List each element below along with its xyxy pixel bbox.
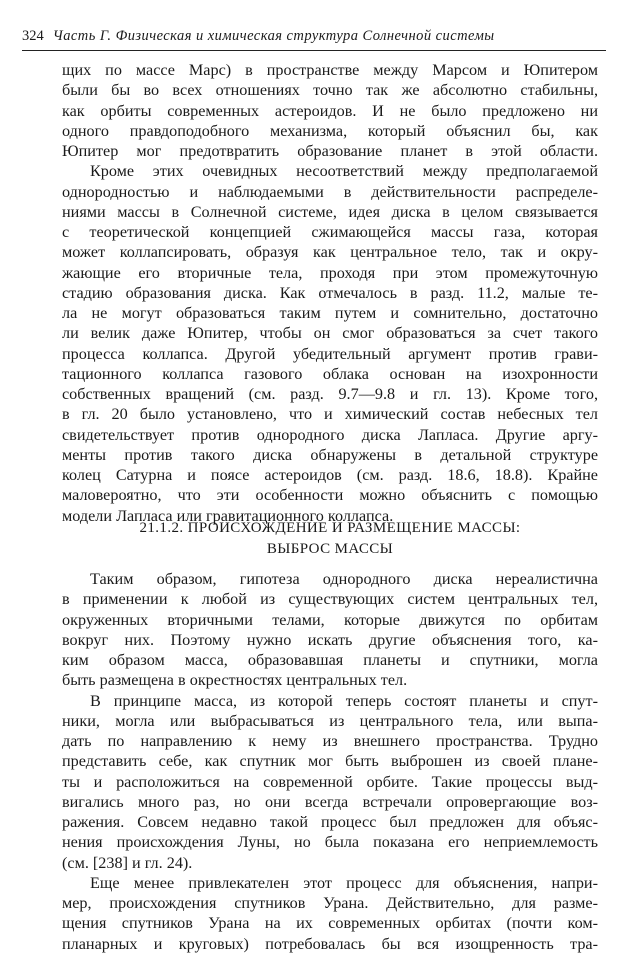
- text-line: одного правдоподобного механизма, который объяснил бы, как: [62, 121, 598, 140]
- text-line: ники, могла или выбрасываться из центрального тела, или выпа-: [62, 711, 598, 730]
- text-line: окруженных вторичными телами, которые движутся по орбитам: [62, 610, 598, 629]
- text-line: вигались много раз, но они всегда встречали опровергающие воз-: [62, 792, 598, 811]
- paragraph-1: [62, 60, 598, 161]
- section-heading-line: 21.1.2. ПРОИСХОЖДЕНИЕ И РАЗМЕЩЕНИЕ МАССЫ:: [139, 520, 521, 536]
- text-line: ниями массы в Солнечной системе, идея диска в целом связывается: [62, 202, 598, 221]
- text-line: ким образом масса, образовавшая планеты и спутники, могла: [62, 651, 598, 669]
- text-line: (см. [238] и гл. 24).: [62, 853, 193, 872]
- text-line: может коллапсировать, образуя как центральное тело, так и окру-: [62, 243, 598, 262]
- text-line: представить себе, как спутник мог быть выброшен из своей плане-: [62, 752, 598, 771]
- paragraph-2: [62, 161, 598, 526]
- body-text-lower: [62, 569, 598, 954]
- text-line: щих по массе Марс) в пространстве между Марсом и Юпитером: [62, 61, 598, 79]
- running-title: Часть Г. Физическая и химическая структура Солнечной системы: [52, 28, 495, 44]
- section-heading: [62, 518, 598, 560]
- section-heading-line: ВЫБРОС МАССЫ: [266, 541, 394, 557]
- text-line: нения происхождения Луны, но была показана его неприемлемость: [62, 833, 598, 852]
- paragraph-5: [62, 873, 598, 954]
- text-line: маловероятно, что эти особенности можно объяснить с помощью: [62, 486, 598, 505]
- text-line: модели Лапласа или гравитационного коллапса.: [62, 506, 394, 525]
- header-rule: [22, 50, 606, 51]
- body-text-upper: [62, 60, 598, 526]
- text-line: свидетельствует против однородного диска Лапласа. Другие аргу-: [62, 425, 598, 444]
- text-line: процесса коллапса. Другой убедительный аргумент против грави-: [62, 344, 598, 363]
- text-line: щения спутников Урана на их современных орбитах (почти ком-: [62, 914, 598, 933]
- paragraph-4: [62, 691, 598, 873]
- text-line: мер, происхождения спутников Урана. Действительно, для разме-: [62, 894, 598, 912]
- text-line: были бы во всех отношениях точно так же абсолютно стабильны,: [62, 81, 598, 100]
- text-line: собственных вращений (см. разд. 9.7—9.8 и гл. 13). Кроме того,: [62, 385, 598, 403]
- text-line: дать по направлению к нему из внешнего пространства. Трудно: [62, 732, 598, 750]
- text-line: быть размещена в окрестностях центральных тел.: [62, 671, 408, 690]
- text-line: как орбиты современных астероидов. И не было предложено ни: [62, 101, 598, 120]
- text-line: в гл. 20 было установлено, что и химический состав небесных тел: [62, 405, 598, 424]
- text-line: тационного коллапса газового облака основан на изохронности: [62, 364, 598, 383]
- text-line: менты против такого диска обнаружены в детальной структуре: [62, 445, 598, 464]
- text-line: В принципе масса, из которой теперь состоят планеты и спут-: [90, 691, 598, 710]
- text-line: колец Сатурна и поясе астероидов (см. разд. 18.6, 18.8). Крайне: [62, 466, 598, 484]
- text-line: вокруг них. Поэтому нужно искать другие объяснения того, ка-: [62, 630, 598, 649]
- page-number: 324: [22, 28, 44, 44]
- text-line: Юпитер мог предотвратить образование планет в этой области.: [62, 142, 598, 160]
- text-line: Еще менее привлекателен этот процесс для объяснения, напри-: [90, 873, 598, 892]
- text-line: стадию образования диска. Как отмечалось в разд. 11.2, малые те-: [62, 283, 598, 302]
- text-line: ла не могут образоваться таким путем и сомнительно, достаточно: [62, 304, 598, 322]
- text-line: ты и расположиться на современной орбите. Такие процессы выд-: [62, 772, 598, 791]
- paragraph-3: [62, 569, 598, 691]
- text-line: однородностью и наблюдаемыми в действительности распределе-: [62, 182, 598, 201]
- text-line: Кроме этих очевидных несоответствий между предполагаемой: [90, 162, 598, 181]
- text-line: с теоретической концепцией сжимающейся массы газа, которая: [62, 223, 598, 241]
- text-line: ли велик даже Юпитер, чтобы он смог образоваться за счет такого: [62, 324, 598, 343]
- running-head: [22, 27, 606, 45]
- text-line: ражения. Совсем недавно такой процесс был предложен для объяс-: [62, 813, 598, 831]
- text-line: планарных и круговых) потребовалась бы вся изощренность тра-: [62, 934, 598, 953]
- text-line: жающие его вторичные тела, проходя при этом промежуточную: [62, 263, 598, 282]
- text-line: в применении к любой из существующих систем центральных тел,: [62, 590, 598, 609]
- text-line: Таким образом, гипотеза однородного диска нереалистична: [90, 570, 598, 588]
